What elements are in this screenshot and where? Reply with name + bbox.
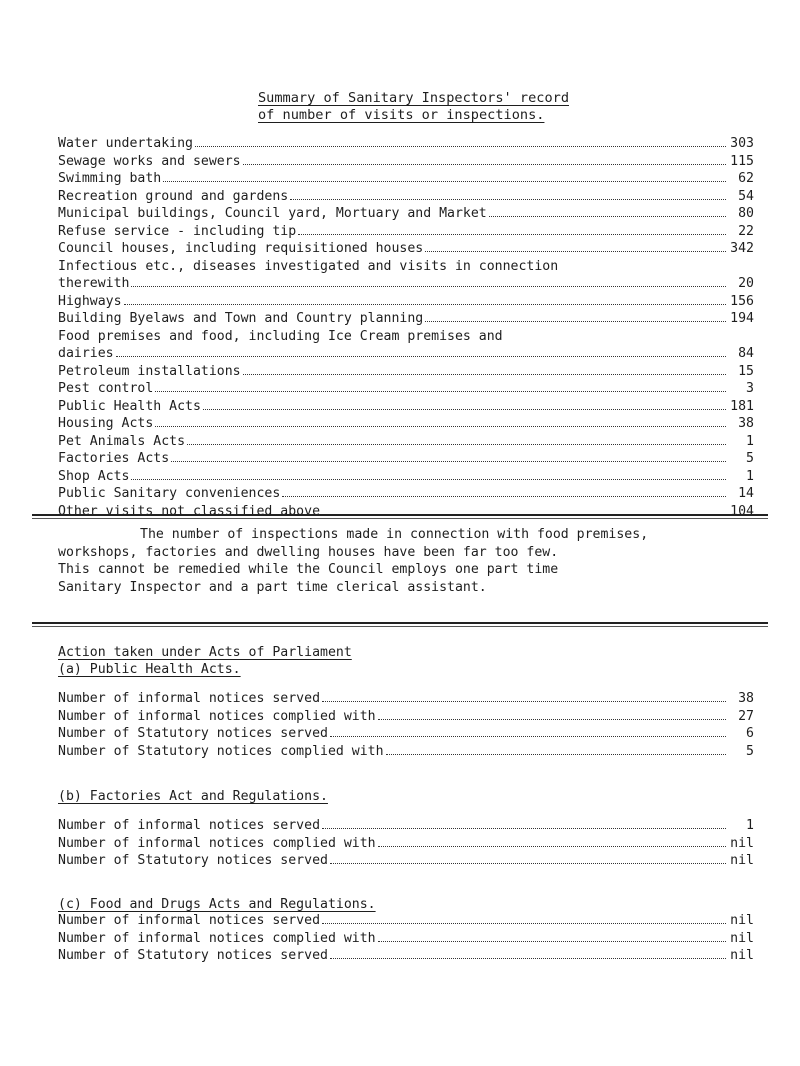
action-heading: Action taken under Acts of Parliament bbox=[58, 645, 352, 660]
list-item: Number of Statutory notices served nil bbox=[58, 948, 754, 963]
list-item: therewith 20 bbox=[58, 276, 754, 291]
list-item: Number of informal notices complied with nil bbox=[58, 930, 754, 946]
list-item: Recreation ground and gardens 54 bbox=[58, 188, 754, 204]
title-line-1: Summary of Sanitary Inspectors' record bbox=[258, 90, 569, 106]
list-item: Swimming bath 62 bbox=[58, 171, 754, 186]
section-a-list bbox=[58, 691, 754, 761]
list-item: Public Sanitary conveniences 14 bbox=[58, 486, 754, 501]
list-item: Shop Acts 1 bbox=[58, 468, 754, 484]
section-c-list bbox=[58, 913, 754, 966]
list-item: Number of Statutory notices complied with 5 bbox=[58, 743, 754, 759]
list-item: Housing Acts 38 bbox=[58, 416, 754, 431]
list-item: Number of informal notices served 38 bbox=[58, 691, 754, 706]
report-title bbox=[258, 90, 569, 124]
list-item: Public Health Acts 181 bbox=[58, 398, 754, 414]
list-item: Number of informal notices complied with 27 bbox=[58, 708, 754, 724]
list-item: Water undertaking 303 bbox=[58, 136, 754, 151]
list-item: Number of informal notices complied with nil bbox=[58, 835, 754, 851]
list-item-first-line: Infectious etc., diseases investigated and visits in connection bbox=[58, 258, 559, 274]
list-item: Pet Animals Acts 1 bbox=[58, 433, 754, 449]
list-item: Sewage works and sewers 115 bbox=[58, 153, 754, 169]
section-a-heading: (a) Public Health Acts. bbox=[58, 662, 241, 677]
list-item: Building Byelaws and Town and Country planning 194 bbox=[58, 311, 754, 326]
list-item: dairies 84 bbox=[58, 346, 754, 361]
section-b-heading: (b) Factories Act and Regulations. bbox=[58, 789, 328, 804]
list-item: Municipal buildings, Council yard, Mortuary and Market 80 bbox=[58, 206, 754, 221]
list-item: Petroleum installations 15 bbox=[58, 363, 754, 379]
title-line-2: of number of visits or inspections. bbox=[258, 107, 545, 123]
section-c-heading: (c) Food and Drugs Acts and Regulations. bbox=[58, 897, 376, 912]
list-item: Council houses, including requisitioned houses 342 bbox=[58, 241, 754, 256]
list-item: Number of informal notices served nil bbox=[58, 913, 754, 928]
section-divider bbox=[32, 514, 768, 516]
list-item-first-line: Food premises and food, including Ice Cream premises and bbox=[58, 328, 503, 344]
list-item: Number of informal notices served 1 bbox=[58, 818, 754, 833]
inspection-comment: The number of inspections made in connection with food premises, workshops, factories and dwelling houses have been far too few. This cannot be remedied while the Council employs one part time Sanitary Inspector and a part time clerical assistant. bbox=[58, 527, 649, 595]
list-item: Highways 156 bbox=[58, 293, 754, 309]
list-item: Pest control 3 bbox=[58, 381, 754, 396]
inspections-list bbox=[58, 136, 754, 521]
list-item: Refuse service - including tip 22 bbox=[58, 223, 754, 239]
list-item: Number of Statutory notices served nil bbox=[58, 853, 754, 868]
list-item: Other visits not classified above 104 bbox=[58, 503, 754, 519]
list-item: Number of Statutory notices served 6 bbox=[58, 726, 754, 741]
list-item: Factories Acts 5 bbox=[58, 451, 754, 466]
section-divider bbox=[32, 622, 768, 624]
section-b-list bbox=[58, 818, 754, 871]
